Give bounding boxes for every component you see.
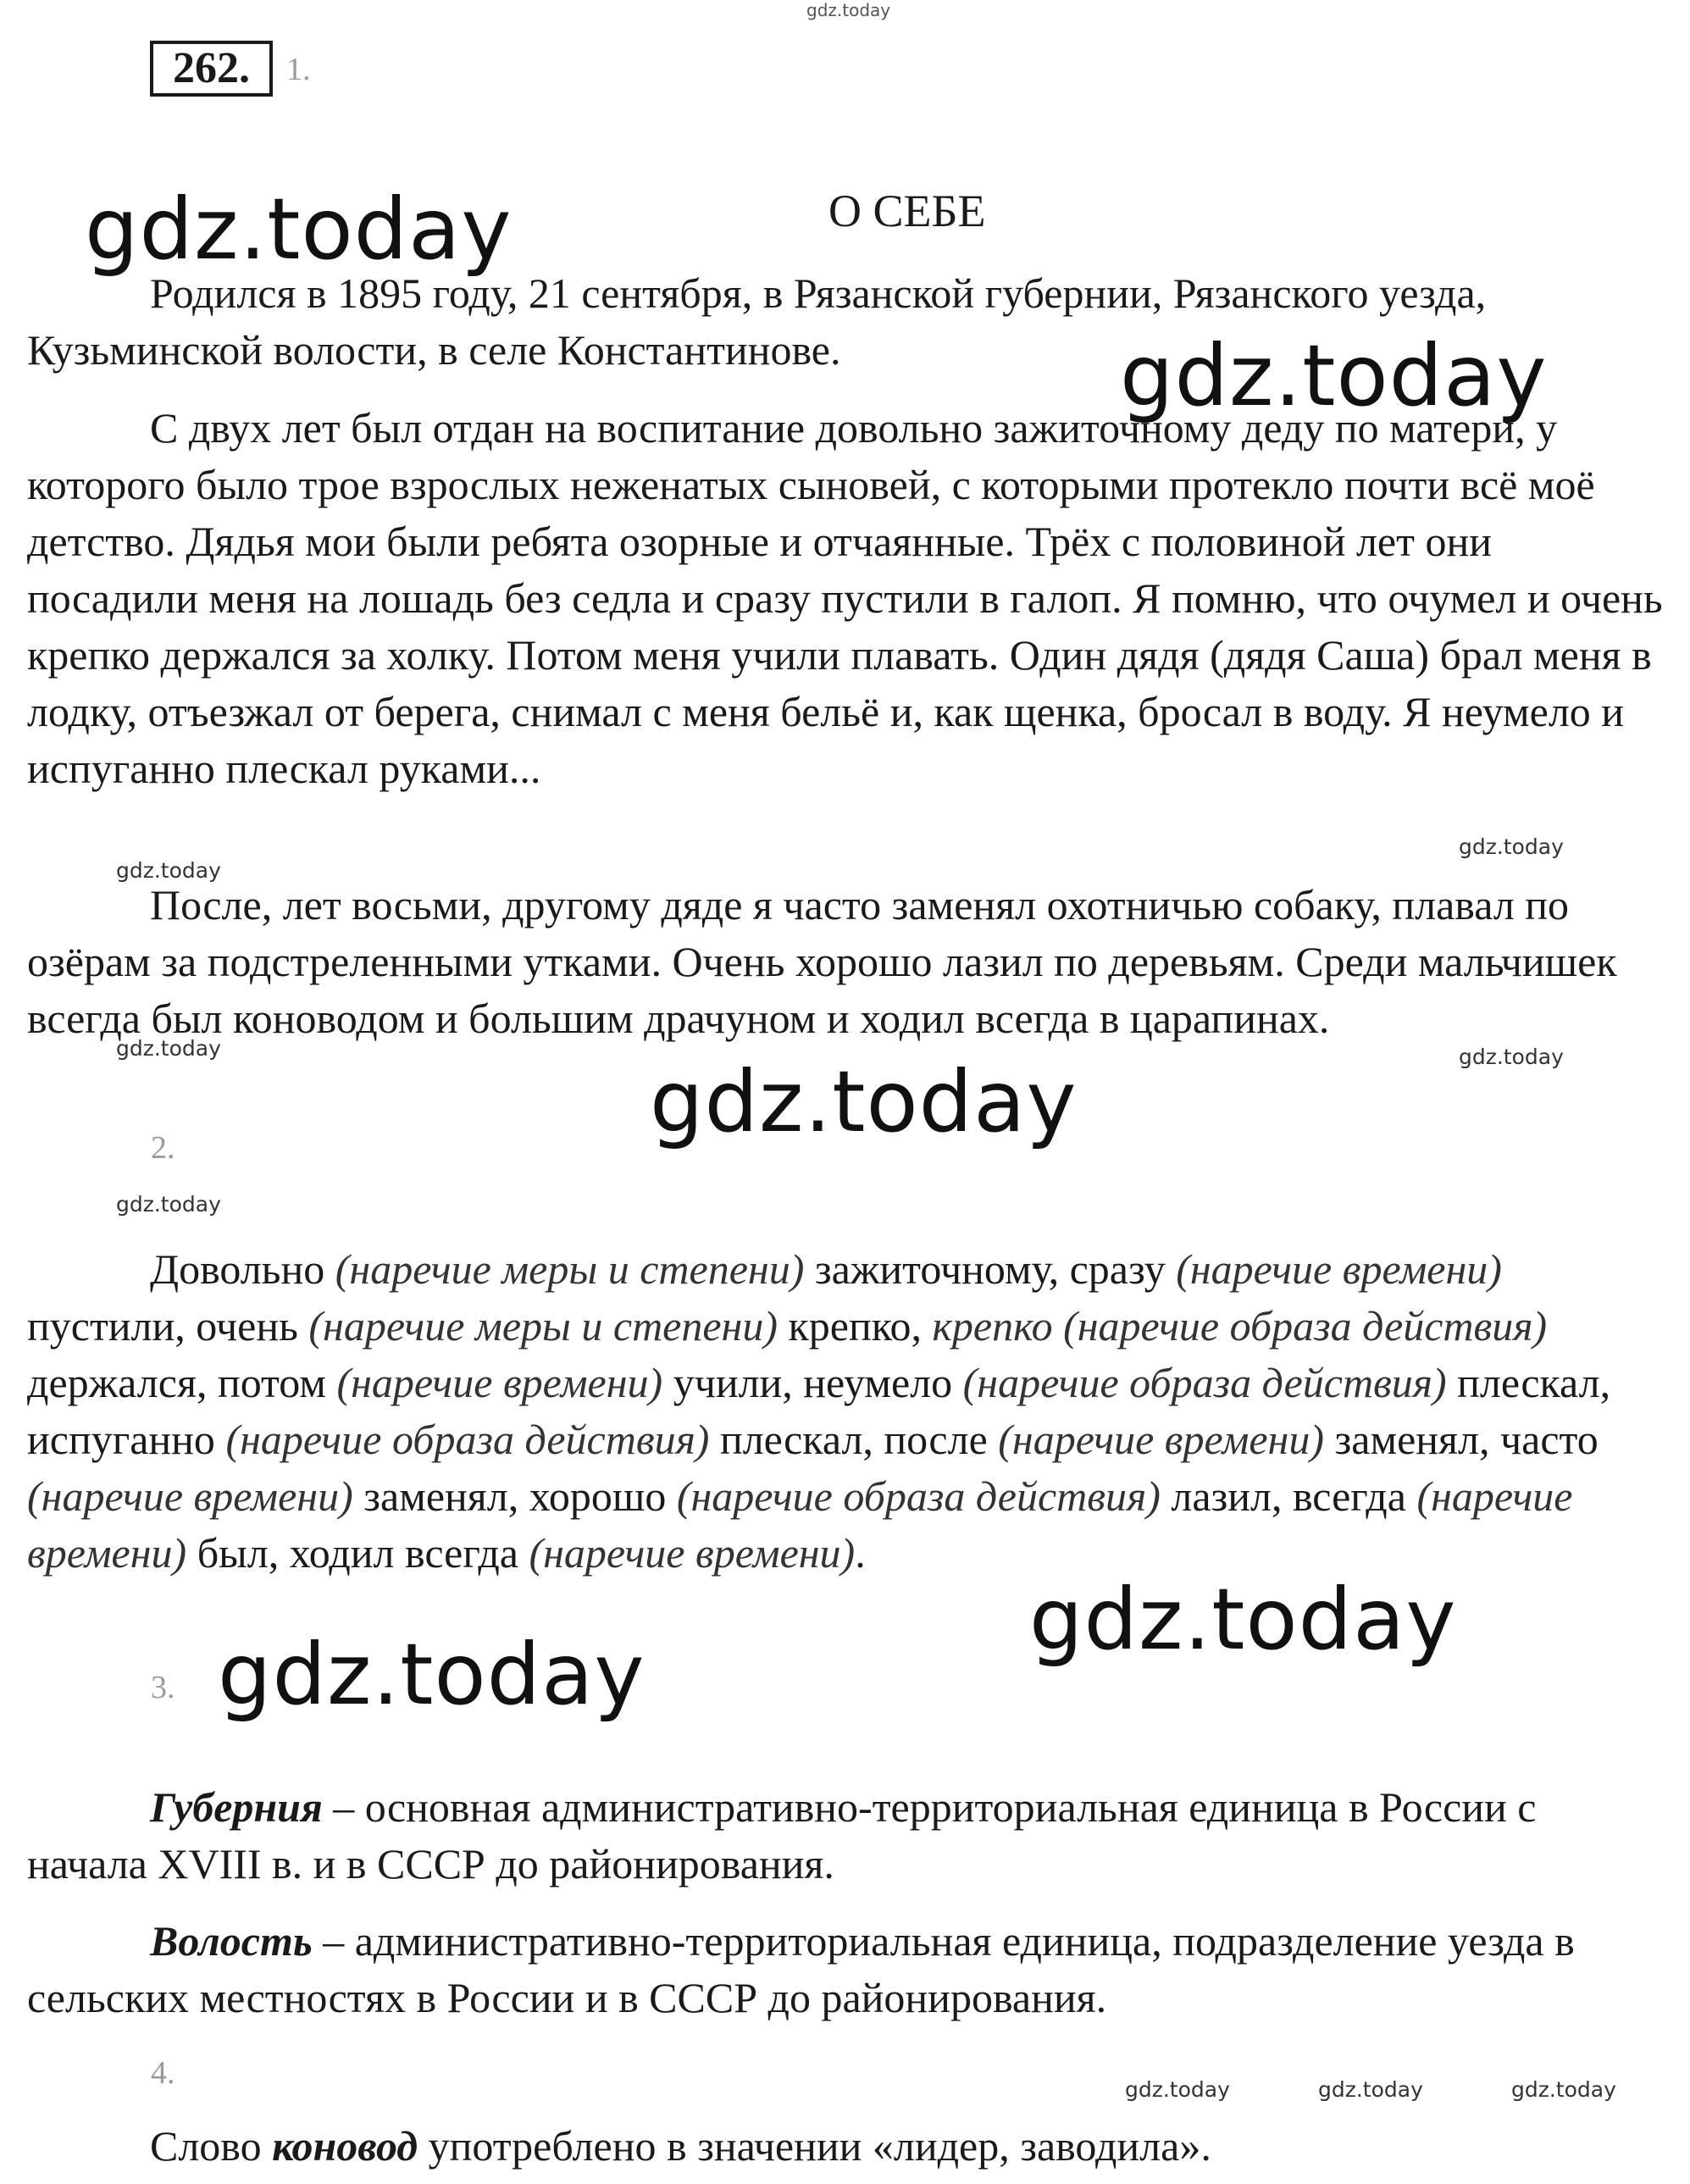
adverb-text: держался, потом xyxy=(27,1359,337,1406)
adverb-type-note: (наречие меры и степени) xyxy=(335,1245,805,1293)
meaning-after: употреблено в значении «лидер, заводила». xyxy=(418,2122,1211,2170)
watermark: gdz.today xyxy=(85,180,513,279)
definition-text: – основная административно-территориальная единица в России с начала XVIII в. и в СССР до районирования. xyxy=(27,1783,1537,1887)
adverb-text: плескал, после xyxy=(709,1416,999,1463)
adverb-type-note: (наречие времени) xyxy=(336,1359,663,1406)
adverb-text: крепко, xyxy=(778,1302,933,1350)
meaning-term: коновод xyxy=(272,2122,418,2170)
adverb-type-note: (наречие образа действия) xyxy=(225,1416,710,1463)
definition-term: Волость xyxy=(150,1917,313,1965)
adverb-text: . xyxy=(855,1529,866,1577)
adverb-type-note: (наречие образа действия) xyxy=(962,1359,1447,1406)
paragraph-2: С двух лет был отдан на воспитание довольно зажиточному деду по матери, у которого было трое взрослых неженатых сыновей, с которыми протекло почти всё моё детство. Дядья мои были ребята озорные и отчаянные. Трёх с половиной лет они посадили меня на лошадь без седла и сразу пустили в галоп. Я помню, что очумел и очень крепко держался за холку. Потом меня учили плавать. Один дядя (дядя Саша) брал меня в лодку, отъезжал от берега, снимал с меня бельё и, как щенка, бросал в воду. Я неумело и испуганно плескал руками... xyxy=(27,404,1663,792)
watermark: gdz.today xyxy=(116,1192,221,1217)
adverb-text: Довольно xyxy=(150,1245,335,1293)
adverb-type-note: (наречие времени) xyxy=(27,1472,1573,1577)
watermark: gdz.today xyxy=(650,1052,1078,1151)
watermark: gdz.today xyxy=(1029,1570,1457,1669)
adverb-type-note: (наречие времени) xyxy=(998,1416,1325,1463)
watermark: gdz.today xyxy=(1318,2077,1423,2102)
watermark: gdz.today xyxy=(1459,1045,1564,1069)
adverb-text: учили, неумело xyxy=(662,1359,963,1406)
definition-guberniya xyxy=(27,1779,1666,1893)
adverb-text: лазил, всегда xyxy=(1160,1472,1417,1520)
adverb-type-note: (наречие времени) xyxy=(1176,1245,1502,1293)
watermark: gdz.today xyxy=(1511,2077,1616,2102)
definition-volost xyxy=(27,1913,1666,2026)
adverb-text: заменял, часто xyxy=(1324,1416,1599,1463)
watermark: gdz.today xyxy=(218,1625,646,1724)
section-number-4: 4. xyxy=(151,2055,175,2091)
adverb-type-note: (наречие времени) xyxy=(27,1472,353,1520)
adverb-text: был, ходил всегда xyxy=(186,1529,529,1577)
adverb-type-note: крепко (наречие образа действия) xyxy=(932,1302,1548,1350)
definition-term: Губерния xyxy=(150,1783,323,1831)
adverb-type-note: (наречие меры и степени) xyxy=(308,1302,779,1350)
watermark: gdz.today xyxy=(116,858,221,883)
paragraph-1: Родился в 1895 году, 21 сентября, в Рязанской губернии, Рязанского уезда, Кузьминской волости, в селе Константинове. xyxy=(27,269,1487,374)
adverb-text: пустили, очень xyxy=(27,1302,309,1350)
watermark: gdz.today xyxy=(1125,2077,1230,2102)
section-number-1: 1. xyxy=(286,52,311,87)
watermark: gdz.today xyxy=(1459,834,1564,859)
section-number-3: 3. xyxy=(151,1670,175,1705)
meaning-before: Слово xyxy=(150,2122,273,2170)
watermark: gdz.today xyxy=(116,1036,221,1061)
text-title: О СЕБЕ xyxy=(828,186,986,236)
section-number-2: 2. xyxy=(151,1130,175,1166)
adverb-type-note: (наречие образа действия) xyxy=(676,1472,1161,1520)
adverb-text: заменял, хорошо xyxy=(352,1472,677,1520)
adverb-text: зажиточному, сразу xyxy=(804,1245,1177,1293)
word-meaning xyxy=(27,2118,1666,2175)
adverb-type-note: (наречие времени) xyxy=(529,1529,856,1577)
adverb-text: плескал, испуганно xyxy=(27,1359,1611,1463)
paragraph-3: После, лет восьми, другому дяде я часто заменял охотничью собаку, плавал по озёрам за подстреленными утками. Очень хорошо лазил по деревьям. Среди мальчишек всегда был коноводом и большим драчуном и ходил всегда в царапинах. xyxy=(27,881,1617,1042)
definition-text: – административно-территориальная единица, подразделение уезда в сельских местностях в России и в СССР до районирования. xyxy=(27,1917,1575,2021)
watermark: gdz.today xyxy=(1120,326,1548,425)
top-watermark: gdz.today xyxy=(806,0,891,20)
exercise-number: 262. xyxy=(150,41,273,97)
adverb-analysis xyxy=(27,1241,1666,1582)
